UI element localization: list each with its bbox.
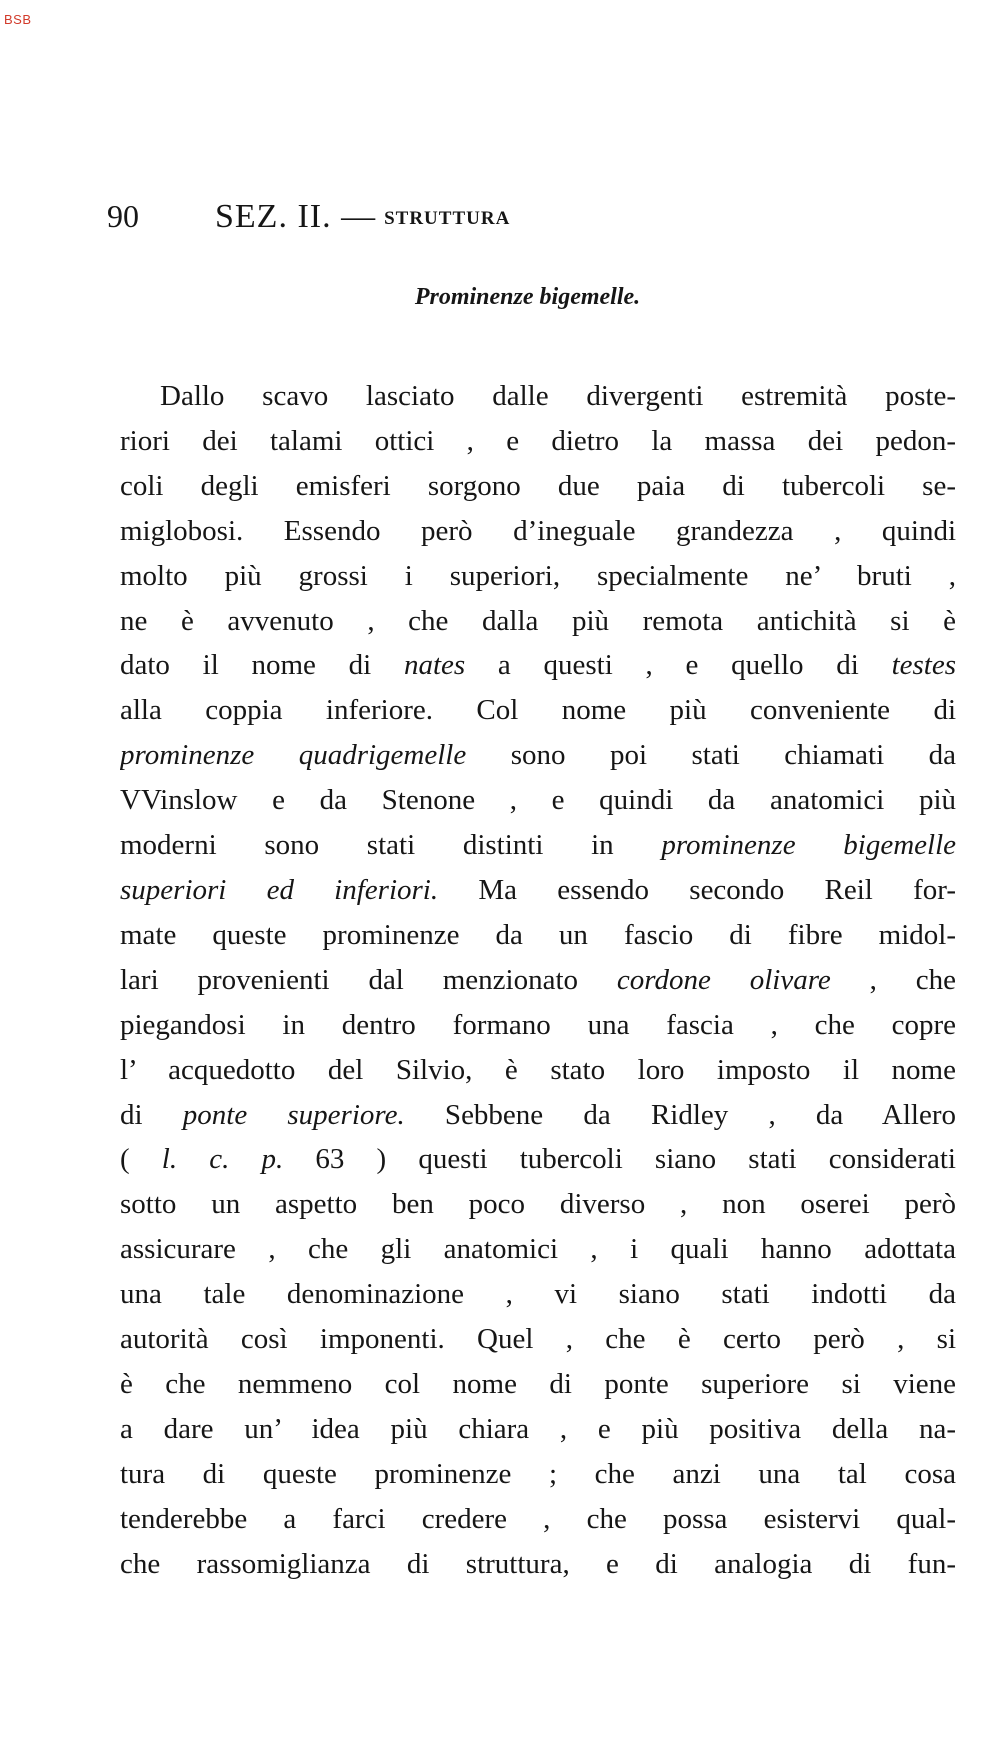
- text-line: [120, 374, 956, 419]
- text-line: [120, 419, 956, 464]
- text-line: [120, 1362, 956, 1407]
- text-line: [120, 913, 956, 958]
- text-run: molto più grossi i superiori, specialmente ne’ bruti ,: [120, 559, 956, 592]
- text-run: autorità così imponenti. Quel , che è certo però , si: [120, 1323, 956, 1356]
- text-line: [120, 1227, 956, 1272]
- text-line: [120, 1407, 956, 1452]
- text-line: [120, 1182, 956, 1227]
- text-line: [120, 1093, 956, 1138]
- text-line: [120, 733, 956, 778]
- text-run: che rassomiglianza di struttura, e di analogia di fun-: [120, 1547, 956, 1580]
- text-run: è che nemmeno col nome di ponte superiore si viene: [120, 1367, 956, 1400]
- text-line: [120, 688, 956, 733]
- text-run: (: [120, 1143, 162, 1176]
- text-line: [120, 958, 956, 1003]
- text-run: , che: [830, 963, 956, 996]
- text-line: [120, 778, 956, 823]
- text-line: [120, 1452, 956, 1497]
- text-line: [120, 599, 956, 644]
- italic-term: superiori ed inferiori.: [120, 873, 439, 906]
- text-run: alla coppia inferiore. Col nome più conveniente di: [120, 694, 956, 727]
- text-run: a dare un’ idea più chiara , e più positiva della na-: [120, 1412, 956, 1445]
- text-run: di: [120, 1098, 183, 1131]
- text-line: [120, 1137, 956, 1182]
- text-line: [120, 554, 956, 599]
- text-line: [120, 1317, 956, 1362]
- italic-term: ponte superiore.: [182, 1098, 405, 1131]
- text-run: Sebbene da Ridley , da Allero: [404, 1098, 956, 1131]
- text-run: mate queste prominenze da un fascio di fibre midol-: [120, 918, 956, 951]
- italic-term: prominenze bigemelle: [661, 829, 956, 862]
- text-run: tenderebbe a farci credere , che possa esistervi qual-: [120, 1502, 956, 1535]
- text-run: tura di queste prominenze ; che anzi una tal cosa: [120, 1457, 956, 1490]
- text-run: piegandosi in dentro formano una fascia , che copre: [120, 1008, 956, 1041]
- text-run: assicurare , che gli anatomici , i quali hanno adottata: [120, 1233, 956, 1266]
- italic-term: nates: [403, 649, 466, 682]
- text-run: lari provenienti dal menzionato: [120, 963, 617, 996]
- text-run: 63 ) questi tubercoli siano stati considerati: [283, 1143, 956, 1176]
- running-head: [107, 196, 907, 236]
- text-line: [120, 823, 956, 868]
- italic-term: l. c. p.: [161, 1143, 284, 1176]
- body-text: [120, 374, 956, 1586]
- italic-term: cordone olivare: [616, 963, 831, 996]
- text-line: [120, 509, 956, 554]
- text-line: [120, 868, 956, 913]
- library-watermark: BSB: [4, 12, 32, 27]
- text-run: a questi , e quello di: [465, 649, 892, 682]
- text-line: [120, 1542, 956, 1587]
- text-line: [120, 1497, 956, 1542]
- text-run: coli degli emisferi sorgono due paia di tubercoli se-: [120, 469, 956, 502]
- text-run: dato il nome di: [120, 649, 404, 682]
- italic-term: prominenze quadrigemelle: [120, 739, 467, 772]
- page-number: 90: [107, 198, 139, 234]
- text-line: [120, 1003, 956, 1048]
- text-line: [120, 643, 956, 688]
- text-run: sotto un aspetto ben poco diverso , non oserei però: [120, 1188, 956, 1221]
- text-line: [120, 1272, 956, 1317]
- text-run: una tale denominazione , vi siano stati indotti da: [120, 1278, 956, 1311]
- text-run: riori dei talami ottici , e dietro la massa dei pedon-: [120, 424, 956, 457]
- section-title: STRUTTURA: [384, 208, 511, 229]
- text-run: Ma essendo secondo Reil for-: [438, 873, 956, 906]
- text-run: miglobosi. Essendo però d’ineguale grandezza , quindi: [120, 514, 956, 547]
- text-run: sono poi stati chiamati da: [466, 739, 956, 772]
- text-run: ne è avvenuto , che dalla più remota antichità si è: [120, 604, 956, 637]
- text-run: l’ acquedotto del Silvio, è stato loro imposto il nome: [120, 1053, 956, 1086]
- text-line: [120, 1048, 956, 1093]
- italic-term: testes: [891, 649, 956, 682]
- text-line: [120, 464, 956, 509]
- section-number: SEZ. II. —: [215, 198, 377, 235]
- text-run: Dallo scavo lasciato dalle divergenti estremità poste-: [160, 380, 956, 412]
- section-heading: Prominenze bigemelle.: [414, 284, 641, 310]
- text-run: moderni sono stati distinti in: [120, 829, 662, 862]
- text-run: VVinslow e da Stenone , e quindi da anatomici più: [120, 784, 956, 817]
